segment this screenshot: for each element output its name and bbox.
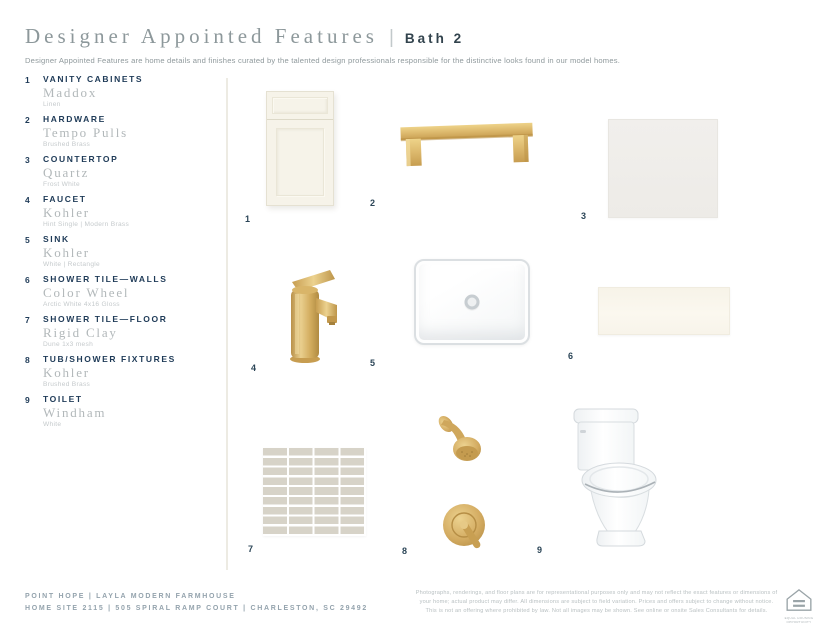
mosaic-tile-sample bbox=[263, 448, 366, 536]
legal-disclaimer: Photographs, renderings, and floor plans are for representational purposes only and may not reflect the exact features or dimensions of your home; actual product may differ. All dimensions are subject to field variation. Prices and offers subject to change without notice. This is not an offering where prohibited by law. Not all images may be shown. See online or onsite Sales Consultants for details. bbox=[415, 590, 778, 614]
feature-number: 6 bbox=[25, 275, 30, 285]
feature-category: SHOWER TILE—WALLS bbox=[43, 274, 168, 284]
feature-product-name: Windham bbox=[43, 405, 107, 420]
feature-category: VANITY CABINETS bbox=[43, 74, 144, 84]
feature-item-tub-shower-fixtures bbox=[25, 354, 217, 389]
shower-floor-tile-swatch bbox=[263, 448, 366, 536]
cabinet-door bbox=[267, 119, 333, 205]
feature-detail: White | Rectangle bbox=[43, 261, 101, 268]
equal-housing-logo bbox=[784, 589, 814, 624]
gallery-number-7: 7 bbox=[248, 544, 254, 554]
feature-product-name: Rigid Clay bbox=[43, 325, 118, 340]
gallery-number-9: 9 bbox=[537, 545, 543, 555]
sink-image bbox=[414, 259, 530, 345]
feature-item-hardware bbox=[25, 114, 217, 149]
cabinet-drawer-front bbox=[272, 97, 328, 114]
room-name: Bath 2 bbox=[404, 31, 465, 46]
feature-item-shower-tile-walls bbox=[25, 274, 217, 309]
quartz-sample bbox=[608, 119, 718, 218]
feature-item-toilet bbox=[25, 394, 217, 429]
countertop-swatch bbox=[608, 119, 718, 218]
header bbox=[25, 24, 620, 65]
feature-number: 2 bbox=[25, 115, 30, 125]
feature-product-name: Kohler bbox=[43, 245, 90, 260]
cabinet-door-panel bbox=[276, 128, 324, 196]
feature-detail: Frost White bbox=[43, 181, 81, 188]
shower-fixtures-image bbox=[428, 412, 500, 557]
gallery-number-3: 3 bbox=[581, 211, 587, 221]
feature-number: 3 bbox=[25, 155, 30, 165]
toilet-image bbox=[563, 400, 665, 555]
feature-product-name: Maddox bbox=[43, 85, 98, 100]
brass-pull-icon bbox=[398, 118, 536, 170]
feature-item-vanity-cabinets bbox=[25, 74, 217, 109]
equal-housing-logo-icon bbox=[786, 589, 812, 611]
title-row bbox=[25, 24, 620, 49]
feature-item-countertop bbox=[25, 154, 217, 189]
feature-detail: Hint Single | Modern Brass bbox=[43, 221, 130, 228]
feature-category: HARDWARE bbox=[43, 114, 106, 124]
feature-detail: Brushed Brass bbox=[43, 141, 91, 148]
feature-category: COUNTERTOP bbox=[43, 154, 119, 164]
equal-housing-label: EQUAL HOUSING OPPORTUNITY bbox=[784, 616, 814, 624]
brass-faucet-icon bbox=[278, 254, 346, 366]
gallery-number-8: 8 bbox=[402, 546, 408, 556]
feature-product-name: Kohler bbox=[43, 205, 90, 220]
feature-list bbox=[25, 74, 217, 434]
vanity-cabinet-image bbox=[266, 91, 334, 206]
feature-category: SHOWER TILE—FLOOR bbox=[43, 314, 168, 324]
feature-category: TOILET bbox=[43, 394, 83, 404]
feature-detail: Brushed Brass bbox=[43, 381, 91, 388]
feature-category: TUB/SHOWER FIXTURES bbox=[43, 354, 176, 364]
page-title: Designer Appointed Features bbox=[25, 24, 378, 48]
wall-tile-sample bbox=[598, 287, 730, 335]
shower-head-and-valve-icon bbox=[428, 412, 500, 552]
feature-number: 7 bbox=[25, 315, 30, 325]
feature-number: 9 bbox=[25, 395, 30, 405]
cabinet-sample bbox=[266, 91, 334, 206]
gallery-number-6: 6 bbox=[568, 351, 574, 361]
sidebar-divider bbox=[226, 78, 228, 570]
gallery-number-1: 1 bbox=[245, 214, 251, 224]
feature-item-sink bbox=[25, 234, 217, 269]
feature-product-name: Tempo Pulls bbox=[43, 125, 128, 140]
feature-category: FAUCET bbox=[43, 194, 87, 204]
feature-detail: Arctic White 4x16 Gloss bbox=[43, 301, 120, 308]
footer-info bbox=[25, 591, 368, 615]
hardware-pull-image bbox=[398, 118, 536, 175]
gallery-number-2: 2 bbox=[370, 198, 376, 208]
sink-drain bbox=[465, 295, 480, 310]
community-line: POINT HOPE | LAYLA MODERN FARMHOUSE bbox=[25, 593, 236, 600]
feature-detail: Dune 1x3 mesh bbox=[43, 341, 94, 348]
rectangle-sink bbox=[414, 259, 530, 345]
shower-wall-tile-swatch bbox=[598, 287, 730, 335]
feature-detail: Linen bbox=[43, 101, 61, 108]
feature-number: 1 bbox=[25, 75, 30, 85]
gallery-number-4: 4 bbox=[251, 363, 257, 373]
feature-category: SINK bbox=[43, 234, 70, 244]
page-description: Designer Appointed Features are home details and finishes curated by the talented design professionals responsible for the distinctive looks found in our model homes. bbox=[25, 56, 621, 65]
feature-product-name: Quartz bbox=[43, 165, 90, 180]
gallery-number-5: 5 bbox=[370, 358, 376, 368]
feature-product-name: Kohler bbox=[43, 365, 90, 380]
feature-item-faucet bbox=[25, 194, 217, 229]
feature-item-shower-tile-floor bbox=[25, 314, 217, 349]
feature-number: 4 bbox=[25, 195, 30, 205]
feature-detail: White bbox=[43, 421, 62, 428]
title-separator: | bbox=[388, 27, 394, 48]
feature-number: 8 bbox=[25, 355, 30, 365]
feature-number: 5 bbox=[25, 235, 30, 245]
toilet-icon bbox=[563, 400, 665, 550]
address-line: HOME SITE 2115 | 505 SPIRAL RAMP COURT | CHARLESTON, SC 29492 bbox=[25, 605, 368, 612]
faucet-image bbox=[278, 254, 346, 371]
feature-product-name: Color Wheel bbox=[43, 285, 130, 300]
